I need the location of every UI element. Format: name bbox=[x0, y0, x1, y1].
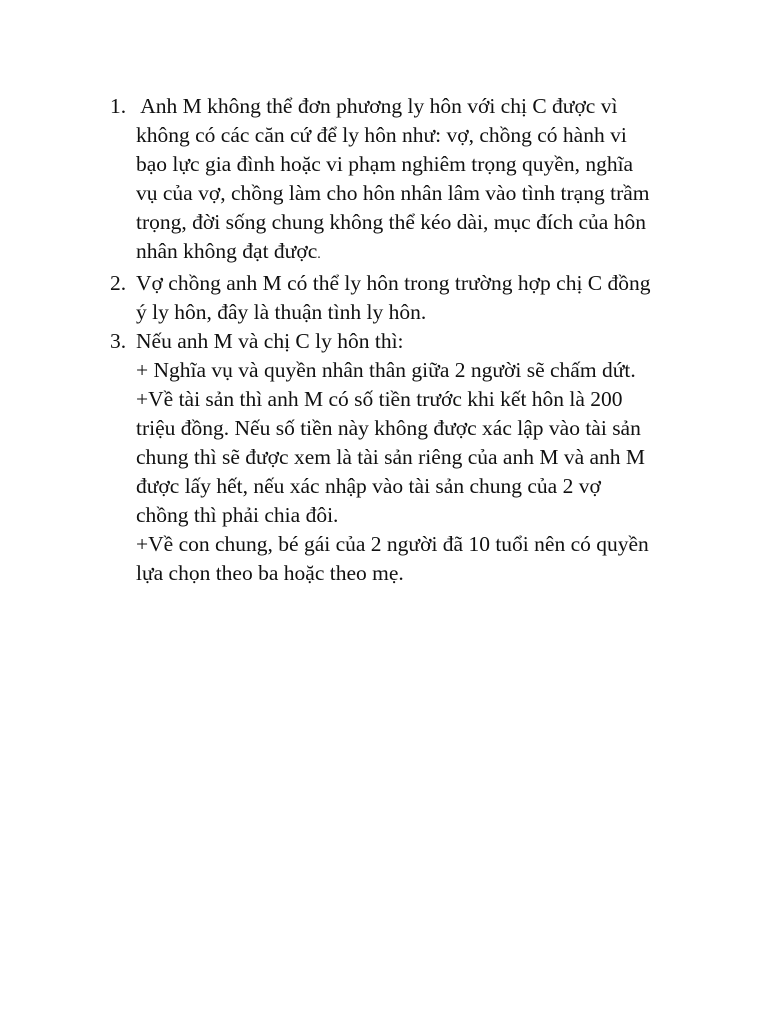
list-item-3 bbox=[110, 327, 690, 588]
list-item-text bbox=[136, 92, 690, 269]
text-line: trọng, đời sống chung không thể kéo dài, mục đích của hôn bbox=[136, 210, 646, 234]
text-line bbox=[136, 237, 690, 269]
text-line: triệu đồng. Nếu số tiền này không được xác lập vào tài sản bbox=[136, 416, 641, 440]
document-body bbox=[110, 92, 690, 588]
text-line: bạo lực gia đình hoặc vi phạm nghiêm trọng quyền, nghĩa bbox=[136, 152, 634, 176]
text-line: vụ của vợ, chồng làm cho hôn nhân lâm vào tình trạng trầm bbox=[136, 181, 650, 205]
list-number: 1. bbox=[110, 94, 127, 118]
list-item-text bbox=[136, 269, 690, 327]
text-line: chồng thì phải chia đôi. bbox=[136, 503, 339, 527]
text-line: được lấy hết, nếu xác nhập vào tài sản chung của 2 vợ bbox=[136, 474, 601, 498]
list-item-1 bbox=[110, 92, 690, 269]
text-line: + Nghĩa vụ và quyền nhân thân giữa 2 người sẽ chấm dứt. bbox=[136, 358, 636, 382]
text-line: Nếu anh M và chị C ly hôn thì: bbox=[136, 329, 404, 353]
list-item-2 bbox=[110, 269, 690, 327]
text-line: ý ly hôn, đây là thuận tình ly hôn. bbox=[136, 300, 427, 324]
text-line: +Về tài sản thì anh M có số tiền trước khi kết hôn là 200 bbox=[136, 387, 623, 411]
text-line: Anh M không thể đơn phương ly hôn với chị C được vì bbox=[136, 94, 618, 118]
text-line: lựa chọn theo ba hoặc theo mẹ. bbox=[136, 561, 404, 585]
text-line: chung thì sẽ được xem là tài sản riêng của anh M và anh M bbox=[136, 445, 646, 469]
list-number: 3. bbox=[110, 329, 127, 353]
text-fragment: nhân không đạt được bbox=[136, 239, 318, 263]
list-item-text bbox=[136, 327, 690, 588]
text-line: Vợ chồng anh M có thể ly hôn trong trường hợp chị C đồng bbox=[136, 271, 651, 295]
text-line: không có các căn cứ để ly hôn như: vợ, chồng có hành vi bbox=[136, 123, 627, 147]
list-number: 2. bbox=[110, 271, 127, 295]
text-line: +Về con chung, bé gái của 2 người đã 10 tuổi nên có quyền bbox=[136, 532, 649, 556]
numbered-list bbox=[110, 92, 690, 588]
trailing-period: . bbox=[317, 247, 321, 262]
